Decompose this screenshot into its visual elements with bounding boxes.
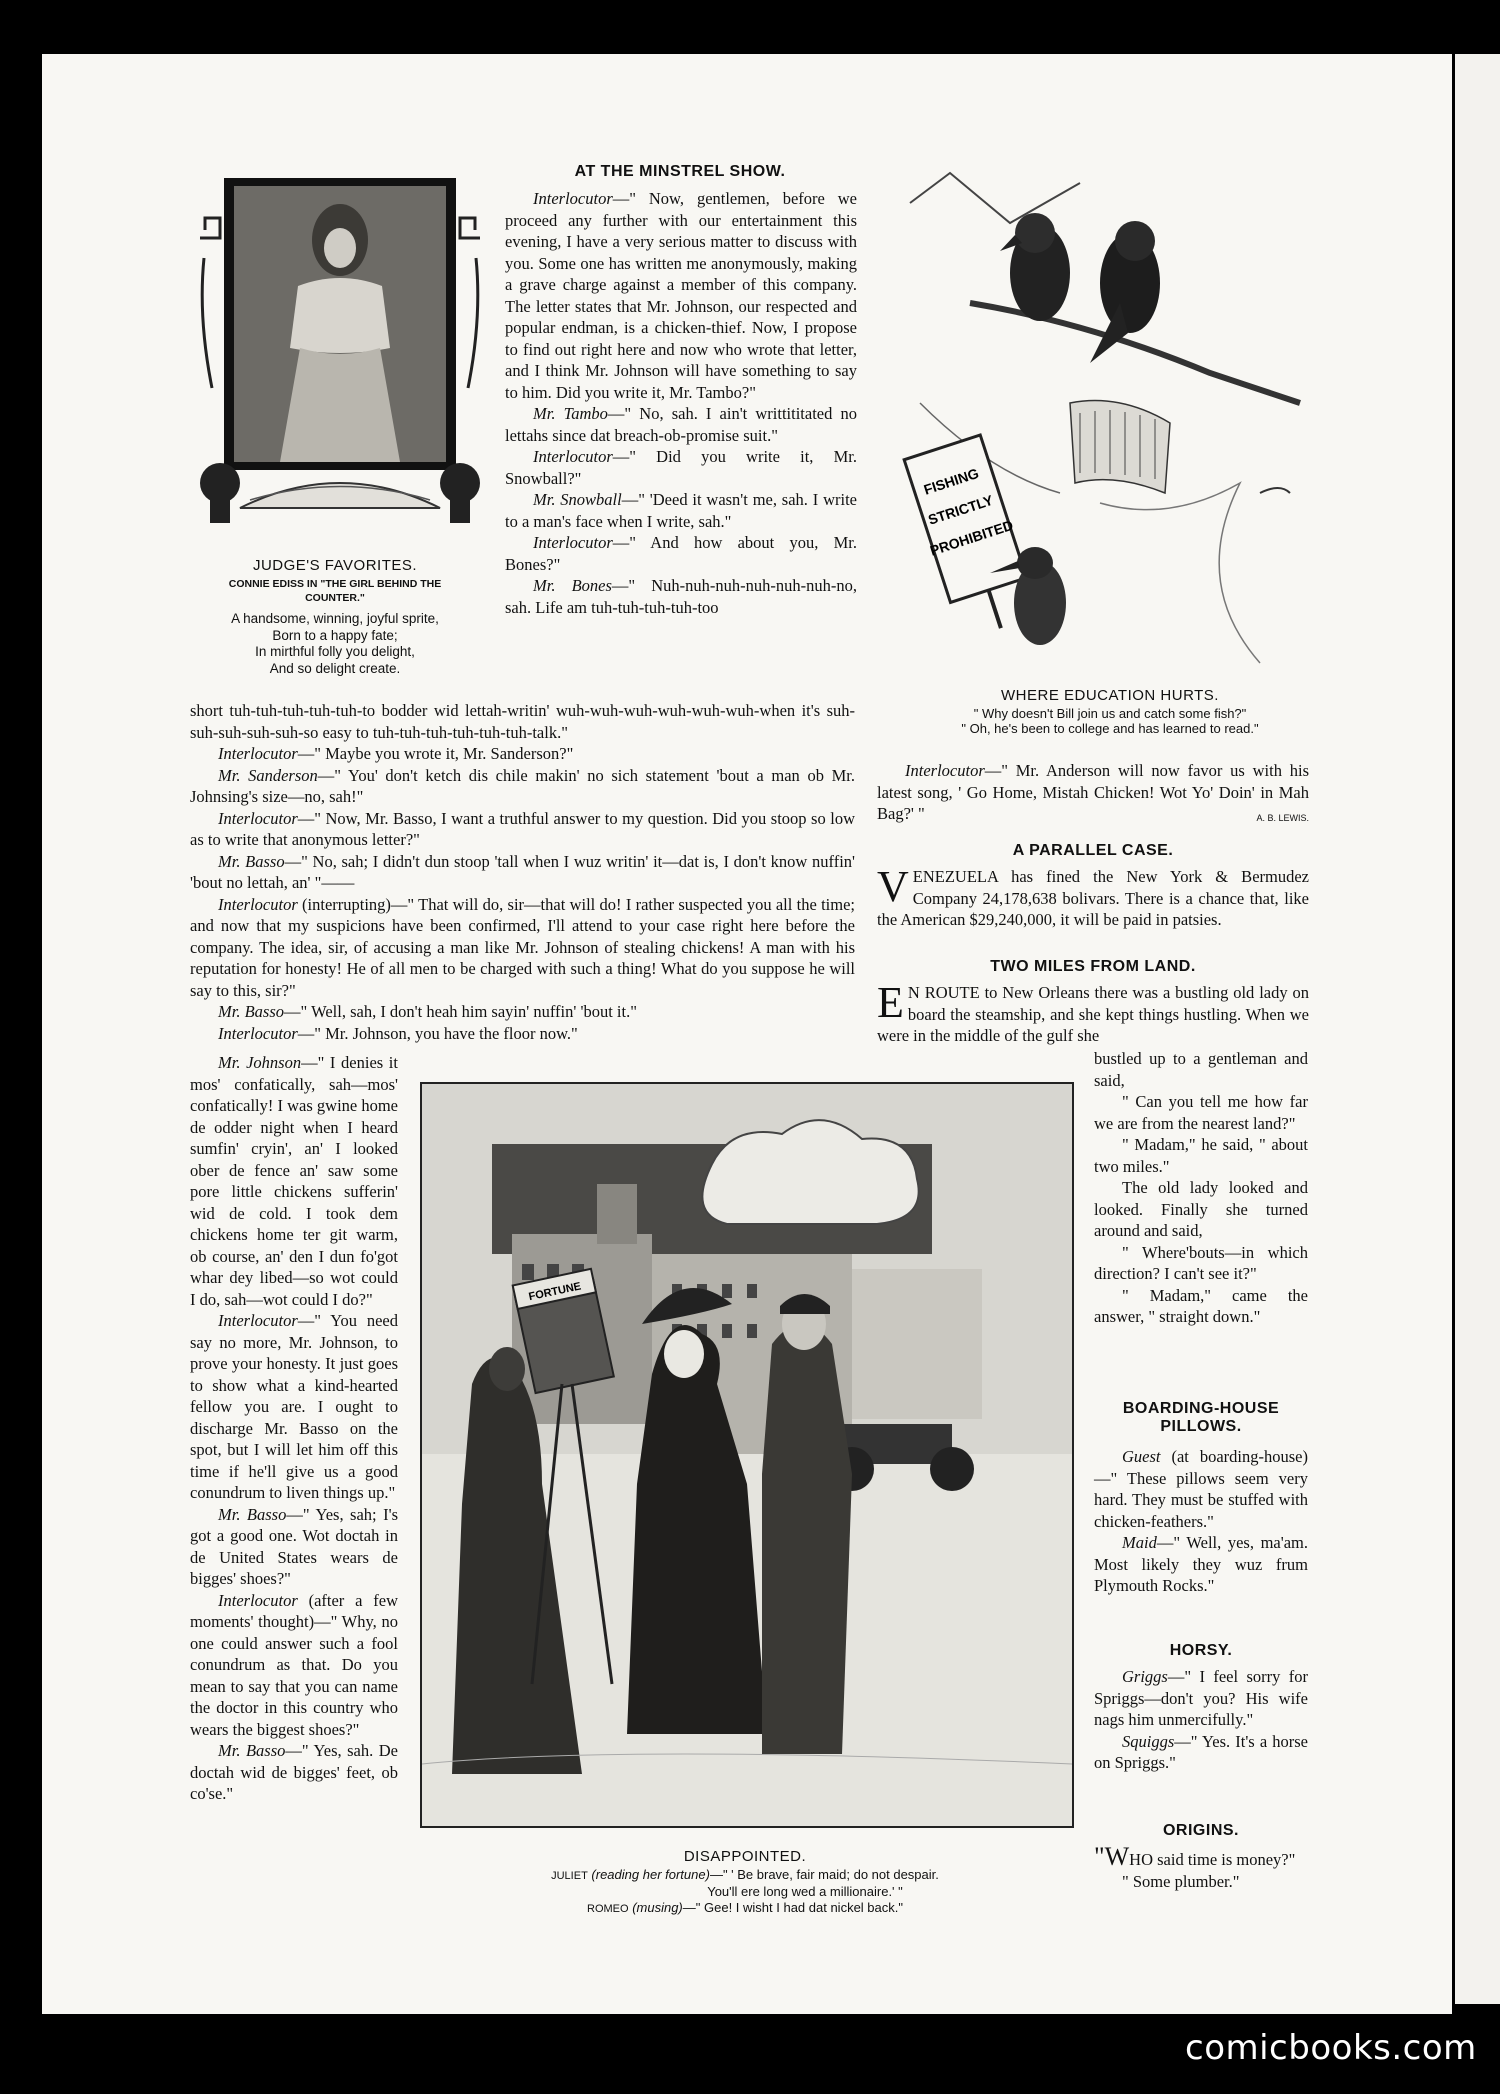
cartoon2-title: DISAPPOINTED. <box>683 1848 807 1865</box>
twomiles-lead: E N ROUTE to New Orleans there was a bustling old lady on board the steamship, and she kept things hustling. When we were in the middle of the gulf she <box>877 978 1309 1045</box>
cartoon2-caption-juliet: JULIET (reading her fortune)—" ' Be brave, fair maid; do not despair. <box>551 1867 939 1882</box>
origins-title: ORIGINS. <box>1162 1822 1239 1839</box>
minstrel-wide-section: short tuh-tuh-tuh-tuh-tuh-to bodder wid lettah-writin' wuh-wuh-wuh-wuh-wuh-wuh-when it's suh-suh-suh-suh-suh-so easy to tuh-tuh-tuh-tuh-tuh-tuh-talk." Interlocutor—" Maybe you wrote it, Mr. Sanderson?" Mr. Sanderson—" You' don't ketch dis chile makin' no sich statement 'bout a man ob Mr. Johnsing's size—no, sah!" Interlocutor—" Now, Mr. Basso, I want a truthful answer to my question. Did you stoop so low as to write that anonymous letter?" Mr. Basso—" No, sah; I didn't dun stoop 'tall when I wuz writin' it—dat is, I don't know nuffin' 'bout no lettah, an' "—— Interlocutor (interrupting)—" That will do, sir—that will do! I rather suspected you all the time; and now that my suspicions have been confirmed, I'll attend to your case right here before the company. The idea, sir, of accusing a man like Mr. Johnson of stealing chickens! A man with his reputation for honesty! He of all men to be charged with such a thing! What do you suppose he will say to this, sir?" Mr. Basso—" Well, sah, I don't heah him sayin' nuffin' 'bout it." Interlocutor—" Mr. Johnson, you have the floor now." <box>190 701 856 1043</box>
cartoon2-caption-romeo: ROMEO (musing)—" Gee! I wisht I had dat nickel back." <box>587 1900 903 1915</box>
boarding-title: BOARDING-HOUSE PILLOWS. <box>1122 1400 1280 1435</box>
parallel-title: A PARALLEL CASE. <box>1012 842 1174 859</box>
twomiles-narrow: bustled up to a gentleman and said, " Can you tell me how far we are from the nearest land?" " Madam," he said, " about two miles." The old lady looked and looked. Finally she turned around and said, " Where'bouts—in which direction? I can't see it?" " Madam," came the answer, " straight down." <box>1094 1049 1308 1326</box>
cartoon2-caption-juliet-line2: You'll ere long wed a millionaire.' " <box>707 1884 903 1899</box>
boarding-paragraphs: Guest (at boarding-house)—" These pillows seem very hard. They must be stuffed with chicken-feathers." Maid—" Well, yes, ma'am. Most likely they wuz frum Plymouth Rocks." <box>1094 1447 1308 1595</box>
cartoon-where-education-hurts <box>890 163 1310 683</box>
cartoon-disappointed <box>420 1082 1074 1828</box>
portrait-illustration <box>190 178 490 528</box>
horsy-title: HORSY. <box>1169 1642 1233 1659</box>
anderson-credit: A. B. LEWIS. <box>1256 813 1309 823</box>
horsy-paragraphs: Griggs—" I feel sorry for Spriggs—don't you? His wife nags him unmercifully." Squiggs—" Yes. It's a horse on Spriggs." <box>1094 1667 1308 1772</box>
twomiles-title: TWO MILES FROM LAND. <box>990 958 1196 975</box>
facing-page-edge <box>1455 54 1500 2004</box>
cartoon1-line1: " Why doesn't Bill join us and catch some fish?" <box>973 706 1247 721</box>
cartoon1-title: WHERE EDUCATION HURTS. <box>1001 687 1219 704</box>
minstrel-title: AT THE MINSTREL SHOW. <box>574 163 786 180</box>
parallel-paragraph: VENEZUELA has fined the New York & Bermudez Company 24,178,638 bolivars. There is a chance that, like the American $29,240,000, it will be paid in patsies. <box>877 862 1309 929</box>
minstrel-column-top: Interlocutor—" Now, gentlemen, before we proceed any further with our entertainment this evening, I have a very serious matter to discuss with you. Some one has written me anonymously, making a grave charge against a member of this company. The letter states that Mr. Johnson, our respected and popular endman, is a chicken-thief. Now, I propose to find out right here and now who wrote that letter, and I think Mr. Johnson will have something to say to him. Did you write it, Mr. Tambo?" Mr. Tambo—" No, sah. I ain't writtititated no lettahs since dat breach-ob-promise suit." Interlocutor—" Did you write it, Mr. Snowball?" Mr. Snowball—" 'Deed it wasn't me, sah. I write to a man's face when I write, sah." Interlocutor—" And how about you, Mr. Bones?" Mr. Bones—" Nuh-nuh-nuh-nuh-nuh-nuh-no, sah. Life am tuh-tuh-tuh-tuh-too <box>505 189 857 617</box>
portrait-subtitle: CONNIE EDISS IN "THE GIRL BEHIND THE COUNTER." <box>228 578 442 604</box>
watermark-text: comicbooks.com <box>1185 2028 1477 2068</box>
cartoon1-sign-text: FISHING STRICTLY PROHIBITED <box>921 464 1016 559</box>
portrait-verse: A handsome, winning, joyful sprite, Born to a happy fate; In mirthful folly you delight, And so delight create. <box>231 611 439 676</box>
cartoon2-sign-text: FORTUNE <box>527 1280 583 1304</box>
minstrel-column-narrow: Mr. Johnson—" I denies it mos' confatically, sah—mos' confatically! I was gwine home de odder night when I heard sumfin' cryin', an' I looked ober de fence an' saw some pore little chickens sufferin' wid de cold. I took dem chickens home ter git warm, ob course, an' den I dun fo'got whar dey libed—so wot could I do, sah—wot could I do?" Interlocutor—" You need say no more, Mr. Johnson, to prove your honesty. It just goes to show what a kind-hearted fellow you are. I ought to discharge Mr. Basso on the spot, but I will let him off this time if he'll give us a good conundrum to liven things up." Mr. Basso—" Yes, sah; I's got a good one. Wot doctah in de United States wears de bigges' shoes?" Interlocutor (after a few moments' thought)—" Why, no one could answer such a fool conundrum as that. Do you mean to say that you can name the doctor in this country who wears the biggest shoes?" Mr. Basso—" Yes, sah. De doctah wid de bigges' feet, ob co'se." <box>190 1053 399 1803</box>
portrait-title: JUDGE'S FAVORITES. <box>252 557 418 574</box>
origins-paragraphs: "WHO said time is money?" " Some plumber." <box>1094 1842 1296 1891</box>
cartoon1-line2: " Oh, he's been to college and has learned to read." <box>961 721 1259 736</box>
anderson-paragraph: Interlocutor—" Mr. Anderson will now favor us with his latest song, ' Go Home, Mistah Chicken! Wot Yo' Doin' in Mah Bag?' " A. B. LEWIS. <box>877 760 1309 830</box>
